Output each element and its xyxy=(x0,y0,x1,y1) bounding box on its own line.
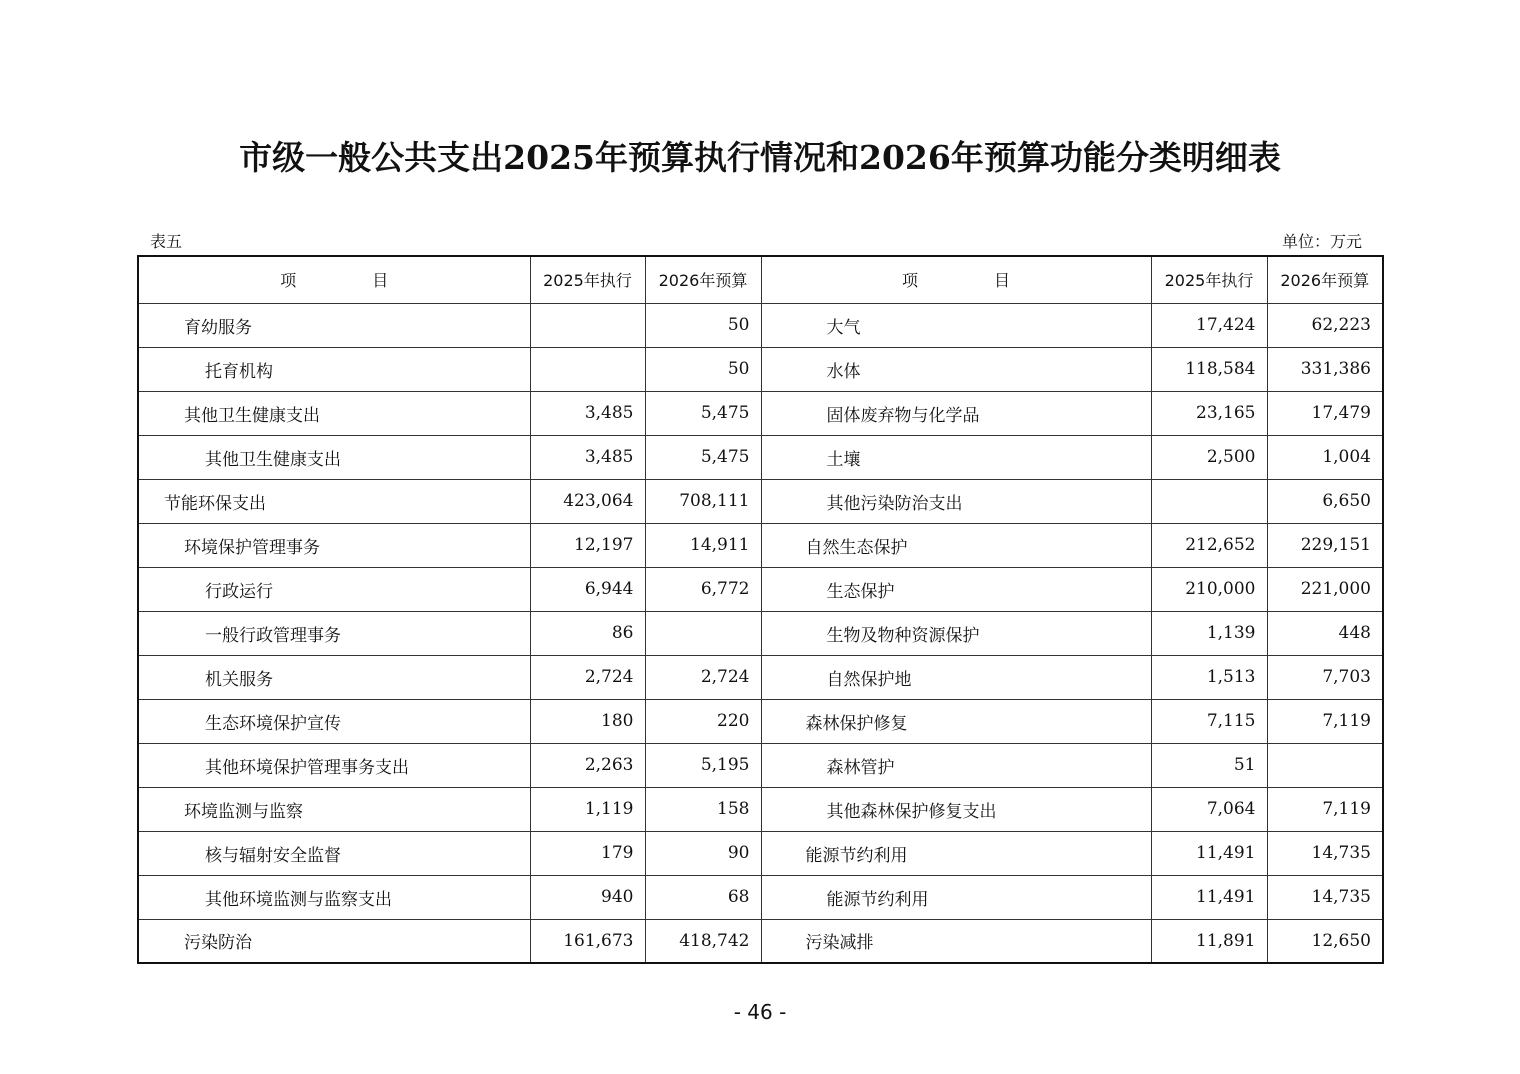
right-budget-2026: 448 xyxy=(1267,611,1383,655)
left-item-name: 污染防治 xyxy=(138,919,530,963)
left-exec-2025: 161,673 xyxy=(530,919,645,963)
left-budget-2026 xyxy=(645,611,761,655)
left-budget-2026: 14,911 xyxy=(645,523,761,567)
right-item-name: 土壤 xyxy=(761,435,1151,479)
left-exec-2025: 423,064 xyxy=(530,479,645,523)
table-row xyxy=(138,743,1383,787)
right-budget-2026: 14,735 xyxy=(1267,831,1383,875)
right-item-name: 森林保护修复 xyxy=(761,699,1151,743)
right-item-name: 能源节约利用 xyxy=(761,831,1151,875)
right-budget-2026: 221,000 xyxy=(1267,567,1383,611)
left-budget-2026: 68 xyxy=(645,875,761,919)
header-exec-2025-left: 2025年执行 xyxy=(530,256,645,303)
left-exec-2025: 86 xyxy=(530,611,645,655)
table-body xyxy=(138,303,1383,963)
right-budget-2026: 12,650 xyxy=(1267,919,1383,963)
left-item-name: 一般行政管理事务 xyxy=(138,611,530,655)
right-item-name: 自然保护地 xyxy=(761,655,1151,699)
left-item-name: 托育机构 xyxy=(138,347,530,391)
left-exec-2025: 2,263 xyxy=(530,743,645,787)
right-exec-2025: 23,165 xyxy=(1151,391,1267,435)
left-item-name: 其他卫生健康支出 xyxy=(138,391,530,435)
left-exec-2025: 940 xyxy=(530,875,645,919)
left-item-name: 其他环境监测与监察支出 xyxy=(138,875,530,919)
table-row xyxy=(138,831,1383,875)
right-exec-2025: 7,064 xyxy=(1151,787,1267,831)
left-budget-2026: 220 xyxy=(645,699,761,743)
left-exec-2025: 1,119 xyxy=(530,787,645,831)
left-item-name: 核与辐射安全监督 xyxy=(138,831,530,875)
left-item-name: 其他卫生健康支出 xyxy=(138,435,530,479)
right-budget-2026: 7,119 xyxy=(1267,699,1383,743)
table-row xyxy=(138,303,1383,347)
table-row xyxy=(138,875,1383,919)
left-item-name: 环境保护管理事务 xyxy=(138,523,530,567)
left-item-name: 育幼服务 xyxy=(138,303,530,347)
right-exec-2025: 212,652 xyxy=(1151,523,1267,567)
header-item-right-char1: 项 xyxy=(901,271,918,291)
right-exec-2025: 1,513 xyxy=(1151,655,1267,699)
table-header-row xyxy=(138,256,1383,303)
right-exec-2025: 118,584 xyxy=(1151,347,1267,391)
left-budget-2026: 5,195 xyxy=(645,743,761,787)
left-item-name: 机关服务 xyxy=(138,655,530,699)
table-row xyxy=(138,919,1383,963)
right-item-name: 其他污染防治支出 xyxy=(761,479,1151,523)
right-budget-2026: 17,479 xyxy=(1267,391,1383,435)
left-budget-2026: 90 xyxy=(645,831,761,875)
right-exec-2025: 1,139 xyxy=(1151,611,1267,655)
right-budget-2026: 331,386 xyxy=(1267,347,1383,391)
right-item-name: 大气 xyxy=(761,303,1151,347)
right-exec-2025 xyxy=(1151,479,1267,523)
left-exec-2025: 2,724 xyxy=(530,655,645,699)
table-row xyxy=(138,787,1383,831)
left-exec-2025: 6,944 xyxy=(530,567,645,611)
right-budget-2026: 14,735 xyxy=(1267,875,1383,919)
header-item-left-char2: 目 xyxy=(372,271,389,291)
page-number: - 46 - xyxy=(733,1000,787,1024)
right-budget-2026: 7,119 xyxy=(1267,787,1383,831)
right-item-name: 自然生态保护 xyxy=(761,523,1151,567)
left-budget-2026: 50 xyxy=(645,303,761,347)
table-row xyxy=(138,435,1383,479)
left-budget-2026: 50 xyxy=(645,347,761,391)
right-item-name: 能源节约利用 xyxy=(761,875,1151,919)
header-item-left xyxy=(138,256,530,303)
table-row xyxy=(138,347,1383,391)
left-item-name: 节能环保支出 xyxy=(138,479,530,523)
left-budget-2026: 5,475 xyxy=(645,391,761,435)
header-budget-2026-right: 2026年预算 xyxy=(1267,256,1383,303)
table-row xyxy=(138,699,1383,743)
right-exec-2025: 11,491 xyxy=(1151,831,1267,875)
right-budget-2026: 62,223 xyxy=(1267,303,1383,347)
table-row xyxy=(138,567,1383,611)
left-budget-2026: 708,111 xyxy=(645,479,761,523)
header-item-right-char2: 目 xyxy=(994,271,1011,291)
right-exec-2025: 210,000 xyxy=(1151,567,1267,611)
right-item-name: 森林管护 xyxy=(761,743,1151,787)
table-label: 表五 xyxy=(150,232,183,251)
right-item-name: 生态保护 xyxy=(761,567,1151,611)
unit-label: 单位：万元 xyxy=(1281,232,1362,251)
right-budget-2026: 7,703 xyxy=(1267,655,1383,699)
left-exec-2025: 12,197 xyxy=(530,523,645,567)
left-budget-2026: 6,772 xyxy=(645,567,761,611)
right-exec-2025: 11,891 xyxy=(1151,919,1267,963)
left-budget-2026: 5,475 xyxy=(645,435,761,479)
table-row xyxy=(138,611,1383,655)
left-item-name: 行政运行 xyxy=(138,567,530,611)
right-budget-2026: 6,650 xyxy=(1267,479,1383,523)
table-row xyxy=(138,655,1383,699)
right-budget-2026 xyxy=(1267,743,1383,787)
left-item-name: 环境监测与监察 xyxy=(138,787,530,831)
right-exec-2025: 7,115 xyxy=(1151,699,1267,743)
left-item-name: 生态环境保护宣传 xyxy=(138,699,530,743)
left-exec-2025 xyxy=(530,303,645,347)
right-item-name: 污染减排 xyxy=(761,919,1151,963)
right-item-name: 固体废弃物与化学品 xyxy=(761,391,1151,435)
page-title: 市级一般公共支出2025年预算执行情况和2026年预算功能分类明细表 xyxy=(239,138,1281,177)
table-row xyxy=(138,479,1383,523)
table-row xyxy=(138,391,1383,435)
header-budget-2026-left: 2026年预算 xyxy=(645,256,761,303)
left-exec-2025: 180 xyxy=(530,699,645,743)
left-item-name: 其他环境保护管理事务支出 xyxy=(138,743,530,787)
header-exec-2025-right: 2025年执行 xyxy=(1151,256,1267,303)
table-row xyxy=(138,523,1383,567)
right-budget-2026: 229,151 xyxy=(1267,523,1383,567)
right-exec-2025: 51 xyxy=(1151,743,1267,787)
right-item-name: 水体 xyxy=(761,347,1151,391)
right-item-name: 其他森林保护修复支出 xyxy=(761,787,1151,831)
header-item-right xyxy=(761,256,1151,303)
left-exec-2025 xyxy=(530,347,645,391)
left-budget-2026: 418,742 xyxy=(645,919,761,963)
right-exec-2025: 17,424 xyxy=(1151,303,1267,347)
left-exec-2025: 3,485 xyxy=(530,391,645,435)
right-exec-2025: 2,500 xyxy=(1151,435,1267,479)
left-budget-2026: 158 xyxy=(645,787,761,831)
right-exec-2025: 11,491 xyxy=(1151,875,1267,919)
left-exec-2025: 179 xyxy=(530,831,645,875)
header-item-left-char1: 项 xyxy=(280,271,297,291)
right-budget-2026: 1,004 xyxy=(1267,435,1383,479)
budget-table xyxy=(137,255,1384,964)
right-item-name: 生物及物种资源保护 xyxy=(761,611,1151,655)
left-exec-2025: 3,485 xyxy=(530,435,645,479)
left-budget-2026: 2,724 xyxy=(645,655,761,699)
